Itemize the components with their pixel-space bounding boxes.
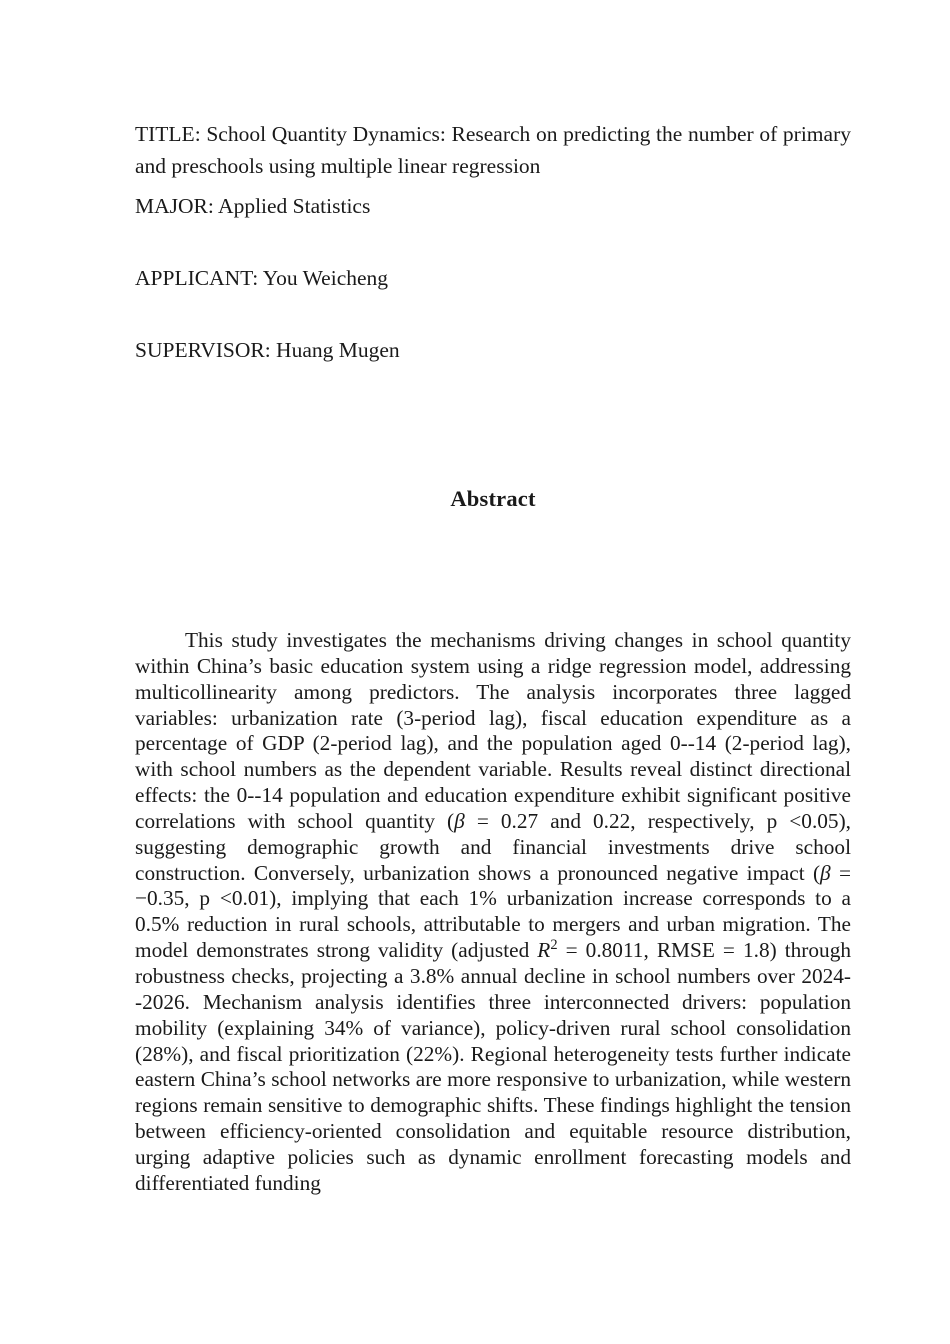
r-squared-symbol: R	[537, 938, 551, 963]
abstract-heading: Abstract	[450, 486, 536, 511]
abstract-text-part-3: = −0.35, p <0.01), implying that each 1% urbanization increase corresponds to a 0.5% reduction in rural schools, attributable to mergers and urban migration. The model demonstrates strong validity (adjusted	[135, 860, 851, 963]
r-squared-exponent: 2	[550, 937, 558, 954]
abstract-text-part-2: = 0.27 and 0.22, respectively, p <0.05), suggesting demographic growth and financial investments drive school construction. Conversely, urbanization shows a pronounced negative impact (	[135, 808, 851, 885]
major-line: MAJOR: Applied Statistics	[135, 194, 371, 218]
applicant-line: APPLICANT: You Weicheng	[135, 266, 389, 290]
page-content	[135, 0, 851, 1197]
beta-symbol-negative: β	[820, 860, 831, 885]
abstract-text-part-1: This study investigates the mechanisms driving changes in school quantity within China’s basic education system using a ridge regression model, addressing multicollinearity among predictors. The analysis incorporates three lagged variables: urbanization rate (3-period lag), fiscal education expenditure as a percentage of GDP (2-period lag), and the population aged 0--14 (2-period lag), with school numbers as the dependent variable. Results reveal distinct directional effects: the 0--14 population and education expenditure exhibit significant positive correlations with school quantity (	[135, 628, 851, 833]
paper-title: TITLE: School Quantity Dynamics: Research on predicting the number of primary and preschools using multiple linear regression	[135, 122, 851, 178]
supervisor-line: SUPERVISOR: Huang Mugen	[135, 338, 400, 362]
abstract-text-part-4: = 0.8011, RMSE = 1.8) through robustness checks, projecting a 3.8% annual decline in school numbers over 2024--2026. Mechanism analysis identifies three interconnected drivers: population mobility (explaining 34% of variance), policy-driven rural school consolidation (28%), and fiscal prioritization (22%). Regional heterogeneity tests further indicate eastern China’s school networks are more responsive to urbanization, while western regions remain sensitive to demographic shifts. These findings highlight the tension between efficiency-oriented consolidation and equitable resource distribution, urging adaptive policies such as dynamic enrollment forecasting models and differentiated funding	[135, 938, 851, 1195]
abstract-paragraph	[135, 628, 851, 1197]
beta-symbol-positive: β	[454, 808, 465, 833]
